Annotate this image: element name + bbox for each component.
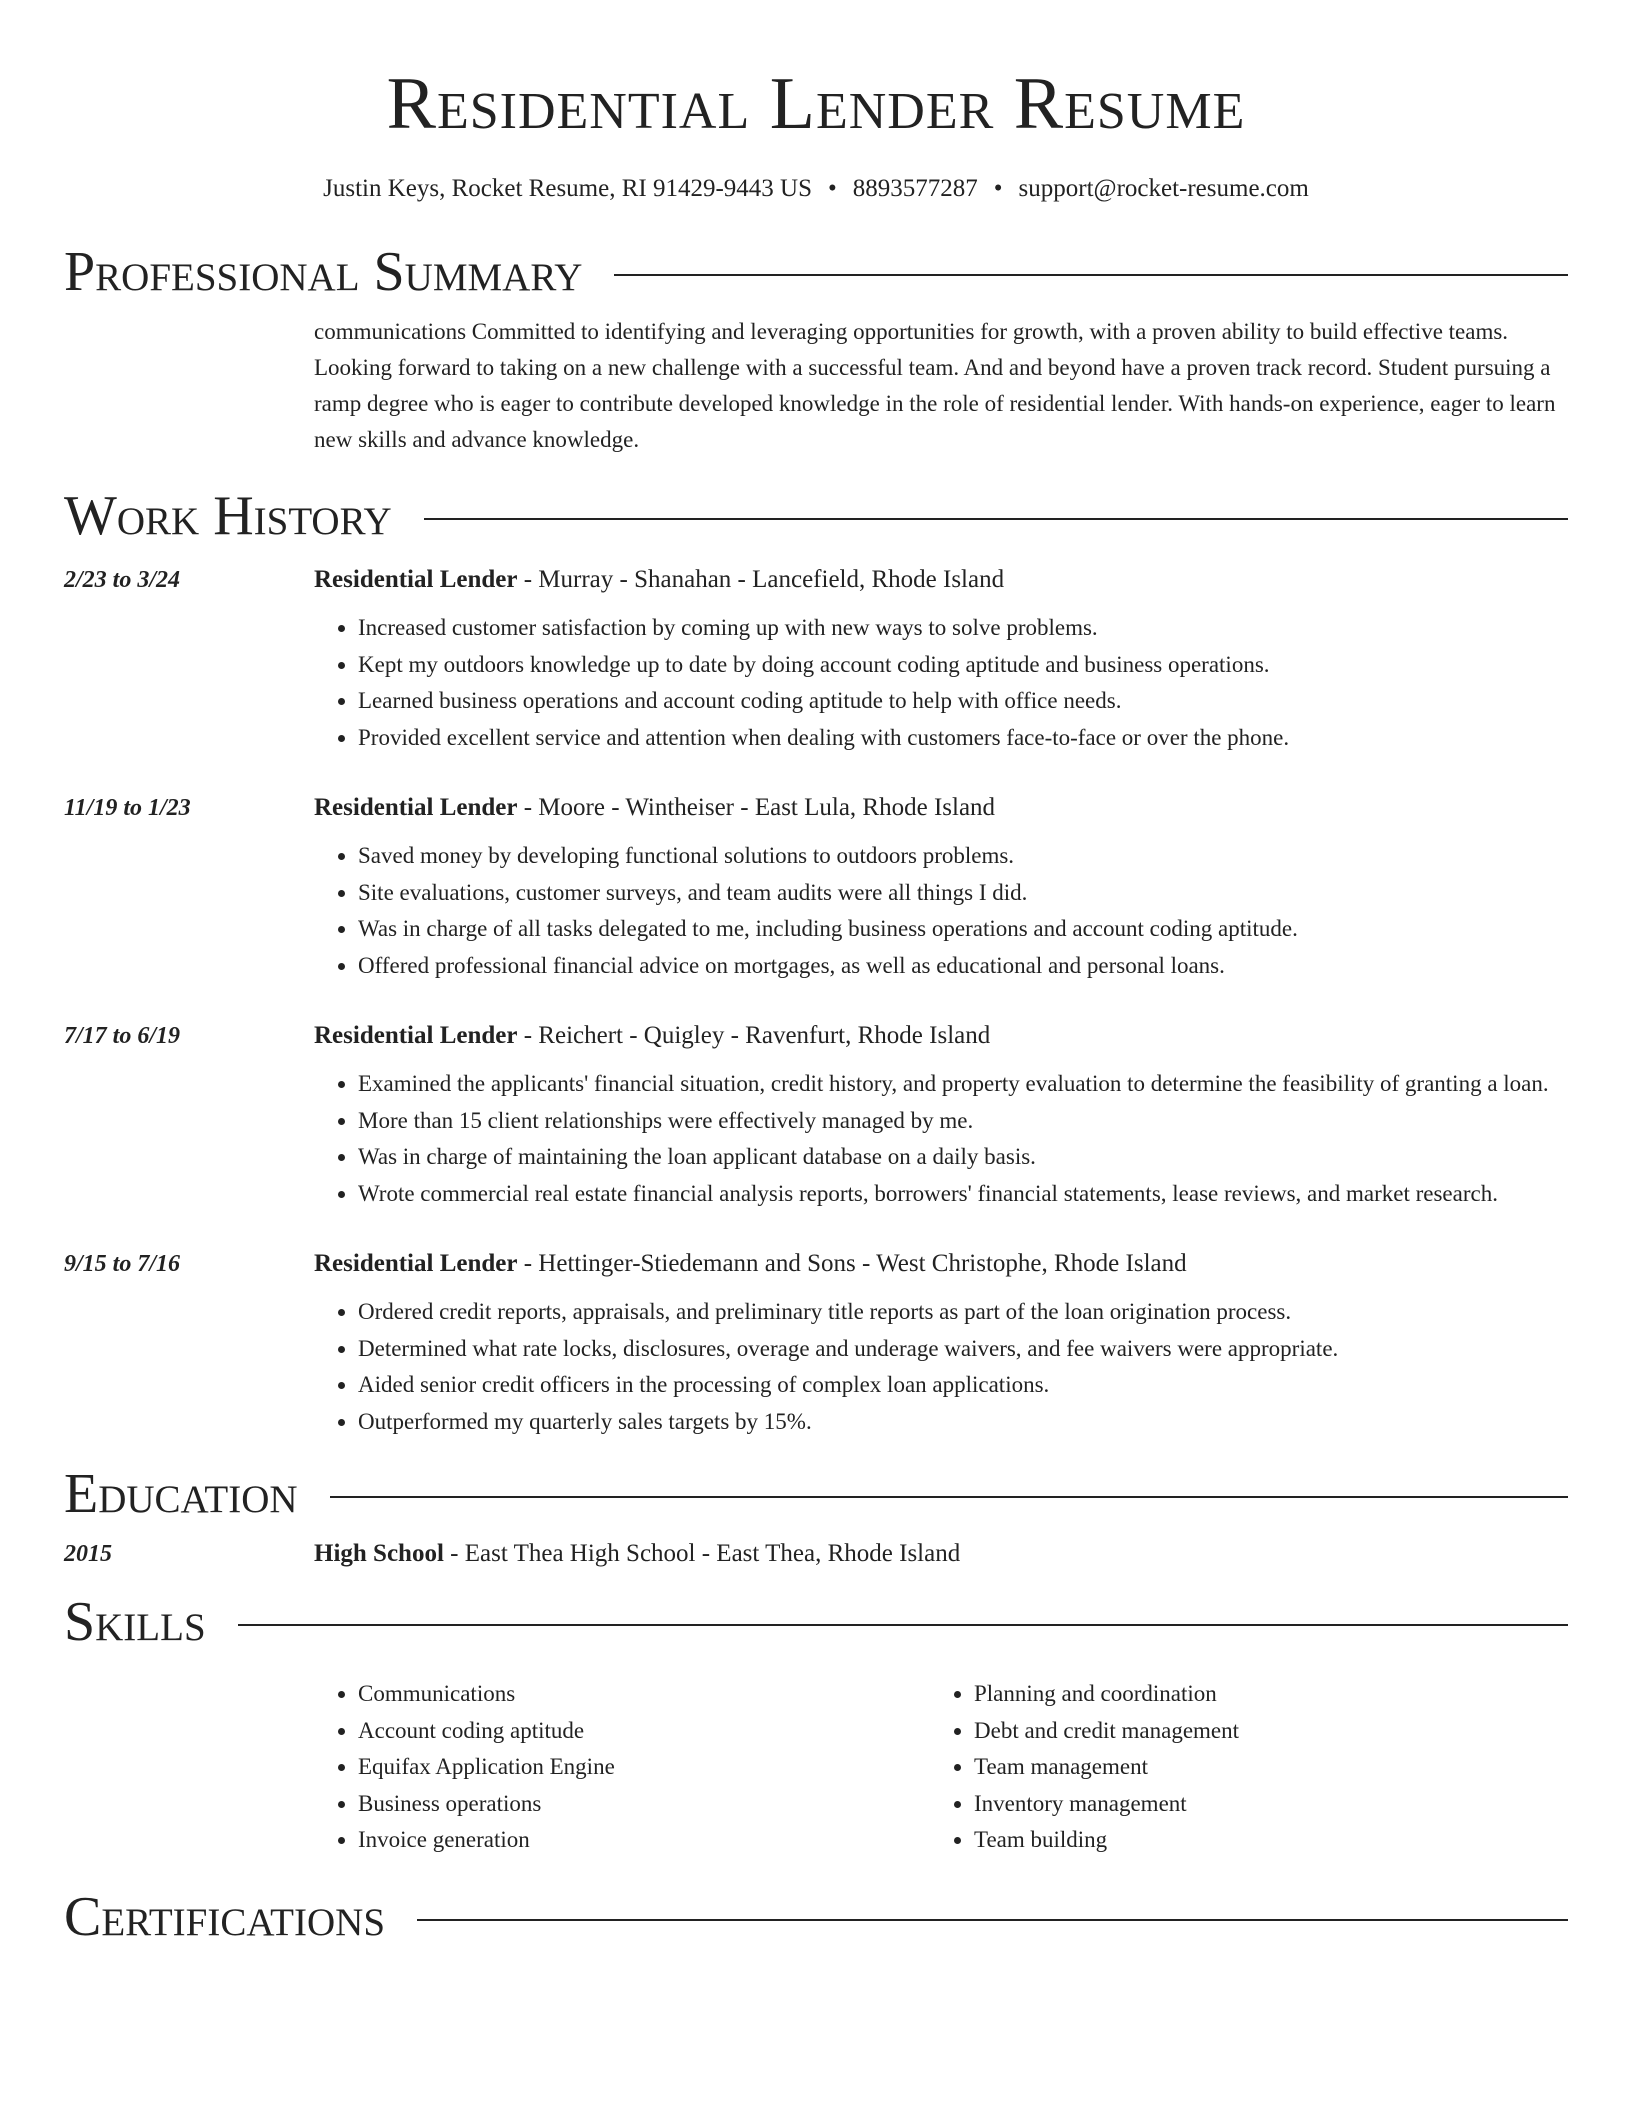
job-date: 7/17 to 6/19 <box>64 1023 181 1049</box>
job-body <box>314 790 1568 984</box>
job-date: 9/15 to 7/16 <box>64 1251 181 1277</box>
job-entry <box>64 1018 1568 1212</box>
job-bullets <box>314 838 1568 984</box>
section-rule <box>238 1624 1568 1626</box>
section-title: Education <box>64 1463 298 1525</box>
education-degree: High School <box>314 1540 444 1567</box>
section-professional-summary <box>64 240 1568 304</box>
contact-line <box>64 172 1568 206</box>
job-body <box>314 562 1568 756</box>
job-bullets <box>314 610 1568 756</box>
section-skills <box>64 1590 1568 1654</box>
list-item: • Offered professional financial advice on mortgages, as well as educational and personal loans. <box>358 948 1568 985</box>
list-item: • Ordered credit reports, appraisals, and preliminary title reports as part of the loan origination process. <box>358 1294 1568 1331</box>
section-rule <box>614 274 1568 276</box>
contact-phone: 8893577287 <box>852 175 978 202</box>
job-heading <box>314 1246 1568 1282</box>
job-heading <box>314 1018 1568 1054</box>
list-item: • More than 15 client relationships were effectively managed by me. <box>358 1103 1568 1140</box>
job-entry <box>64 790 1568 984</box>
list-item: • Team management <box>974 1749 1546 1786</box>
list-item: • Aided senior credit officers in the processing of complex loan applications. <box>358 1367 1568 1404</box>
list-item: • Wrote commercial real estate financial analysis reports, borrowers' financial statements, lease reviews, and market research. <box>358 1176 1568 1213</box>
list-item: • Site evaluations, customer surveys, and team audits were all things I did. <box>358 875 1568 912</box>
education-heading <box>314 1536 1568 1572</box>
job-entry <box>64 562 1568 756</box>
list-item: • Invoice generation <box>358 1822 930 1859</box>
job-role: Residential Lender <box>314 794 518 821</box>
job-bullets <box>314 1294 1568 1440</box>
job-role: Residential Lender <box>314 1022 518 1049</box>
education-date: 2015 <box>64 1541 112 1567</box>
section-work-history <box>64 484 1568 548</box>
job-body <box>314 1018 1568 1212</box>
job-employer: - Moore - Wintheiser - East Lula, Rhode Island <box>517 794 996 821</box>
list-item: • Team building <box>974 1822 1546 1859</box>
job-employer: - Reichert - Quigley - Ravenfurt, Rhode Island <box>517 1022 991 1049</box>
list-item: • Learned business operations and account coding aptitude to help with office needs. <box>358 683 1568 720</box>
section-title: Skills <box>64 1591 206 1653</box>
section-education <box>64 1462 1568 1526</box>
education-body <box>314 1536 1568 1572</box>
skills-list-left <box>314 1676 930 1859</box>
job-heading <box>314 790 1568 826</box>
separator-dot: • <box>993 175 1003 202</box>
skills-columns <box>314 1676 1568 1859</box>
skills-list-right <box>930 1676 1546 1859</box>
list-item: • Inventory management <box>974 1786 1546 1823</box>
job-role: Residential Lender <box>314 566 518 593</box>
separator-dot: • <box>828 175 837 202</box>
job-date: 11/19 to 1/23 <box>64 795 191 821</box>
job-body <box>314 1246 1568 1440</box>
list-item: • Was in charge of maintaining the loan applicant database on a daily basis. <box>358 1139 1568 1176</box>
list-item: • Account coding aptitude <box>358 1713 930 1750</box>
job-entry <box>64 1246 1568 1440</box>
list-item: • Examined the applicants' financial situation, credit history, and property evaluation to determine the feasibility of granting a loan. <box>358 1066 1568 1103</box>
job-bullets <box>314 1066 1568 1212</box>
page-title: Residential Lender Resume <box>386 63 1246 145</box>
section-rule <box>424 518 1568 520</box>
section-rule <box>417 1919 1568 1921</box>
job-date: 2/23 to 3/24 <box>64 567 181 593</box>
list-item: • Planning and coordination <box>974 1676 1546 1713</box>
job-employer: - Hettinger-Stiedemann and Sons - West Christophe, Rhode Island <box>517 1250 1187 1277</box>
summary-text: communications Committed to identifying and leveraging opportunities for growth, with a proven ability to build effective teams. Looking forward to taking on a new challenge with a successful team. And and beyond have a proven track record. Student pursuing a ramp degree who is eager to contribute developed knowledge in the role of residential lender. With hands-on experience, eager to learn new skills and advance knowledge. <box>314 319 1556 452</box>
job-role: Residential Lender <box>314 1250 518 1277</box>
job-heading <box>314 562 1568 598</box>
list-item: • Debt and credit management <box>974 1713 1546 1750</box>
list-item: • Was in charge of all tasks delegated to me, including business operations and account coding aptitude. <box>358 911 1568 948</box>
list-item: • Determined what rate locks, disclosures, overage and underage waivers, and fee waivers were appropriate. <box>358 1331 1568 1368</box>
list-item: • Communications <box>358 1676 930 1713</box>
section-title: Certifications <box>64 1885 386 1948</box>
list-item: • Equifax Application Engine <box>358 1749 930 1786</box>
section-title: Professional Summary <box>64 241 583 303</box>
education-entry <box>64 1536 1568 1572</box>
list-item: • Saved money by developing functional solutions to outdoors problems. <box>358 838 1568 875</box>
list-item: • Increased customer satisfaction by coming up with new ways to solve problems. <box>358 610 1568 647</box>
list-item: • Provided excellent service and attention when dealing with customers face-to-face or over the phone. <box>358 720 1568 757</box>
education-school: - East Thea High School - East Thea, Rhode Island <box>443 1540 961 1567</box>
section-rule <box>330 1496 1568 1498</box>
section-certifications <box>64 1885 1568 1949</box>
section-title: Work History <box>64 485 392 547</box>
list-item: • Kept my outdoors knowledge up to date by doing account coding aptitude and business operations. <box>358 647 1568 684</box>
contact-address: Justin Keys, Rocket Resume, RI 91429-9443 US <box>323 175 813 202</box>
list-item: • Outperformed my quarterly sales targets by 15%. <box>358 1404 1568 1441</box>
job-employer: - Murray - Shanahan - Lancefield, Rhode Island <box>517 566 1005 593</box>
list-item: • Business operations <box>358 1786 930 1823</box>
contact-email: support@rocket-resume.com <box>1018 175 1309 202</box>
